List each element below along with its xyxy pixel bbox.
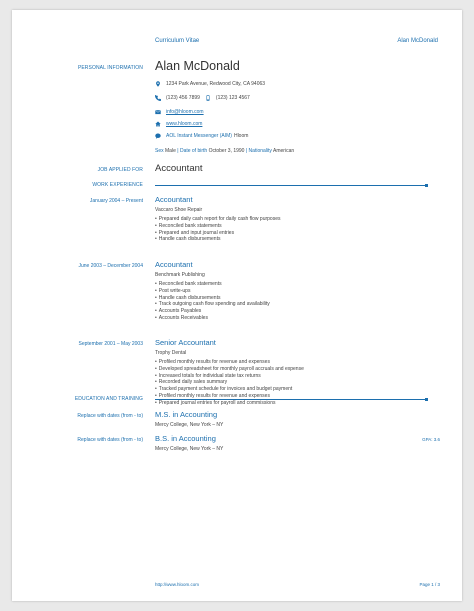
job-applied-label: JOB APPLIED FOR xyxy=(97,167,143,173)
list-item: • Prepared and input journal entries xyxy=(155,230,281,237)
list-item: • Developed spreadsheet for monthly payroll accruals and expense xyxy=(155,366,304,373)
list-item: • Handle cash disbursements xyxy=(155,236,281,243)
list-item: • Reconciled bank statements xyxy=(155,281,270,288)
education-dates: Replace with dates (from - to) xyxy=(77,413,143,419)
header-right-name: Alan McDonald xyxy=(397,38,438,44)
work-section-rule xyxy=(155,185,425,186)
work-title: Accountant xyxy=(155,260,193,269)
footer-page-number: Page 1 / 3 xyxy=(419,582,440,587)
work-dates: January 2004 – Present xyxy=(89,198,143,204)
cv-page xyxy=(12,10,462,601)
personal-section-label: PERSONAL INFORMATION xyxy=(77,65,143,71)
im-row xyxy=(155,133,248,139)
list-item: • Track outgoing cash flow spending and availability xyxy=(155,301,270,308)
list-item: • Increased totals for individual state tax returns xyxy=(155,373,304,380)
map-pin-icon xyxy=(155,81,161,87)
separator: | xyxy=(177,148,179,154)
work-dates: June 2003 – December 2004 xyxy=(78,263,143,269)
work-employer: Trophy Dental xyxy=(155,350,187,356)
work-employer: Vaccaro Shoe Repair xyxy=(155,207,203,213)
email-row xyxy=(155,109,204,115)
work-section-marker xyxy=(425,184,428,187)
phone2-text[interactable]: (123) 123 4567 xyxy=(215,95,250,101)
mobile-icon xyxy=(205,95,211,101)
header-left-title: Curriculum Vitae xyxy=(155,38,200,44)
email-link[interactable]: info@hloom.com xyxy=(166,109,204,115)
list-item: • Accounts Payables xyxy=(155,308,270,315)
list-item: • Prepared journal entries for payroll and commissions xyxy=(155,400,304,407)
address-row xyxy=(155,81,265,87)
dob-label: Date of birth xyxy=(179,148,208,154)
list-item: • Reconciled bank statements xyxy=(155,223,281,230)
im-label: AOL Instant Messenger (AIM) xyxy=(166,133,232,139)
list-item: • Tracked payment schedule for invoices and budget payment xyxy=(155,386,304,393)
address-text: 1234 Park Avenue, Redwood City, CA 94063 xyxy=(166,81,266,87)
phone-row xyxy=(155,95,250,101)
education-title: B.S. in Accounting xyxy=(155,434,216,443)
education-section-marker xyxy=(425,398,428,401)
work-title: Accountant xyxy=(155,195,193,204)
education-title: M.S. in Accounting xyxy=(155,410,218,419)
dob-value: October 3, 1990 xyxy=(208,148,245,154)
list-item: • Post write-ups xyxy=(155,288,270,295)
chat-icon xyxy=(155,133,161,139)
phone-icon xyxy=(155,95,161,101)
im-value: Hloom xyxy=(233,133,249,139)
education-dates: Replace with dates (from - to) xyxy=(77,437,143,443)
list-item: • Accounts Receivables xyxy=(155,315,270,322)
personal-details-line xyxy=(155,148,294,154)
education-section-rule xyxy=(155,399,425,400)
gpa-label: GPA: 3.6 xyxy=(422,437,440,442)
list-item: • Handle cash disbursements xyxy=(155,295,270,302)
list-item: • Prepared daily cash report for daily cash flow purposes xyxy=(155,216,281,223)
work-dates: September 2001 – May 2003 xyxy=(78,341,143,347)
email-icon xyxy=(155,109,161,115)
education-school: Mercy College, New York – NY xyxy=(155,422,224,428)
list-item: • Recorded daily sales summary xyxy=(155,379,304,386)
phone1-text[interactable]: (123) 456 7899 xyxy=(166,95,200,101)
job-applied-value: Accountant xyxy=(155,163,203,174)
person-name: Alan McDonald xyxy=(155,59,240,73)
work-bullets xyxy=(155,216,281,243)
work-bullets xyxy=(155,281,270,322)
work-section-label: WORK EXPERIENCE xyxy=(92,182,143,188)
footer-url[interactable]: http://www.hloom.com xyxy=(155,582,200,587)
nationality-value: American xyxy=(273,148,295,154)
website-link[interactable]: www.hloom.com xyxy=(166,121,203,127)
list-item: • Profiled monthly results for revenue and expenses xyxy=(155,359,304,366)
education-school: Mercy College, New York – NY xyxy=(155,446,224,452)
home-icon xyxy=(155,121,161,127)
sex-value: Male xyxy=(165,148,176,154)
sex-label: Sex xyxy=(155,148,164,154)
website-row xyxy=(155,121,202,127)
work-title: Senior Accountant xyxy=(155,338,216,347)
nationality-label: Nationality xyxy=(248,148,272,154)
education-section-label: EDUCATION AND TRAINING xyxy=(74,396,143,402)
work-employer: Benchmark Publishing xyxy=(155,272,205,278)
list-item: • Profiled monthly results for revenue and expenses xyxy=(155,393,304,400)
separator: | xyxy=(245,148,248,154)
